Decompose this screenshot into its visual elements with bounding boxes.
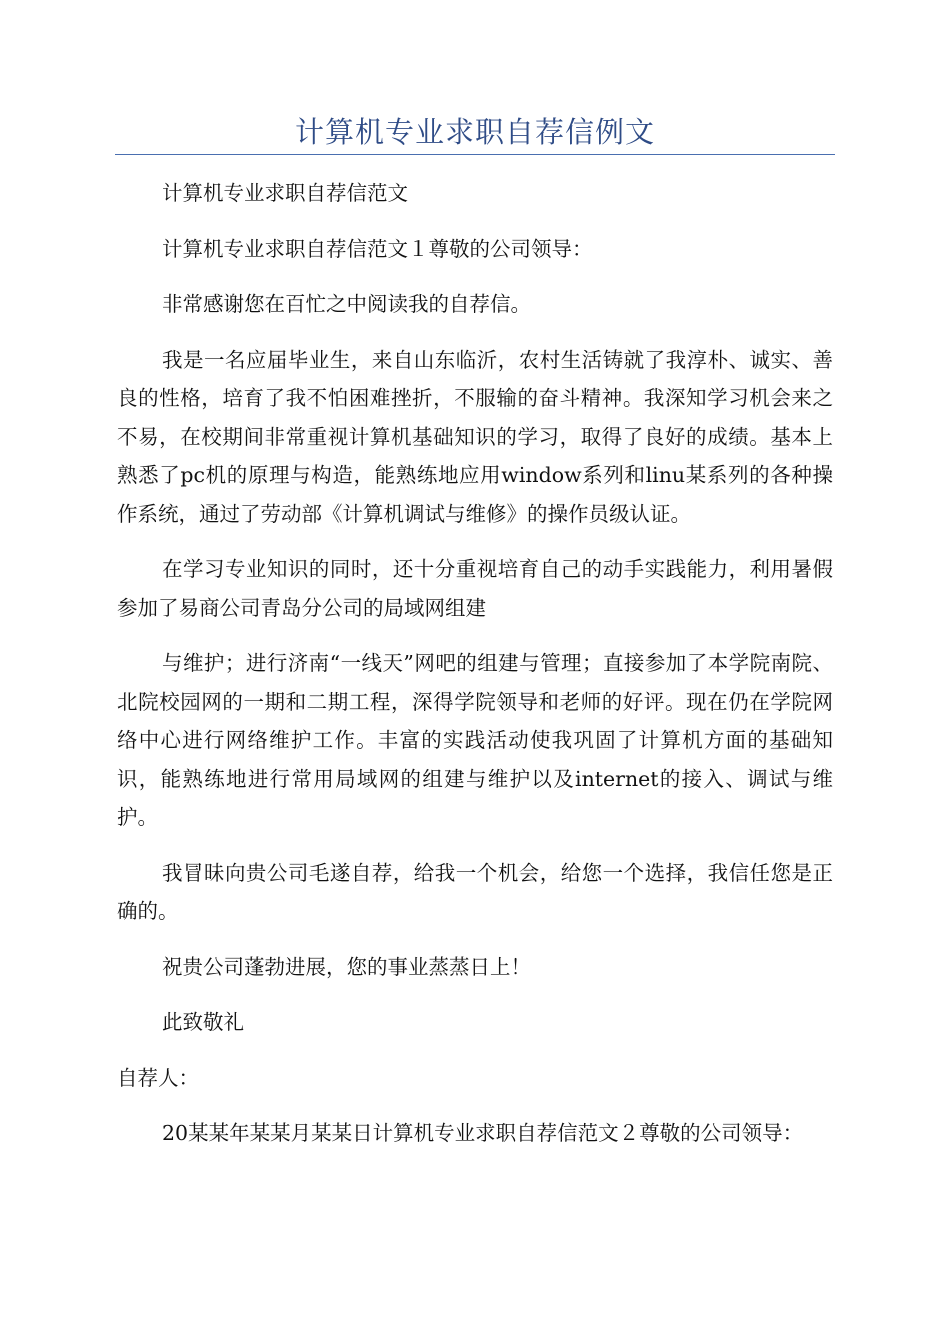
paragraph: 与维护；进行济南“一线天”网吧的组建与管理；直接参加了本学院南院、北院校园网的一期和二期工程，深得学院领导和老师的好评。现在仍在学院网络中心进行网络维护工作。丰富的实践活动使我巩固了计算机方面的基础知识，能熟练地进行常用局域网的组建与维护以及internet的接入、调试与维护。 [117,651,833,829]
paragraph: 此致敬礼 [162,1010,244,1034]
title-underline [115,154,835,155]
paragraph: 我是一名应届毕业生，来自山东临沂，农村生活铸就了我淳朴、诚实、善良的性格，培育了我不怕困难挫折，不服输的奋斗精神。我深知学习机会来之不易，在校期间非常重视计算机基础知识的学习，取得了良好的成绩。基本上熟悉了pc机的原理与构造，能熟练地应用window系列和linu某系列的各种操作系统，通过了劳动部《计算机调试与维修》的操作员级认证。 [117,347,833,526]
paragraph: 非常感谢您在百忙之中阅读我的自荐信。 [162,292,531,316]
paragraph: 20某某年某某月某某日计算机专业求职自荐信范文２尊敬的公司领导： [162,1121,804,1145]
paragraph: 在学习专业知识的同时，还十分重视培育自己的动手实践能力，利用暑假参加了易商公司青岛分公司的局域网组建 [117,557,833,620]
paragraph: 计算机专业求职自荐信范文 [162,181,408,205]
paragraph: 祝贵公司蓬勃进展，您的事业蒸蒸日上！ [162,954,531,979]
signature-line: 自荐人： [117,1065,199,1090]
document-title: 计算机专业求职自荐信例文 [294,115,655,149]
document-body [117,174,833,1170]
paragraph: 计算机专业求职自荐信范文１尊敬的公司领导： [162,236,593,261]
paragraph: 我冒昧向贵公司毛遂自荐，给我一个机会，给您一个选择，我信任您是正确的。 [117,860,833,923]
